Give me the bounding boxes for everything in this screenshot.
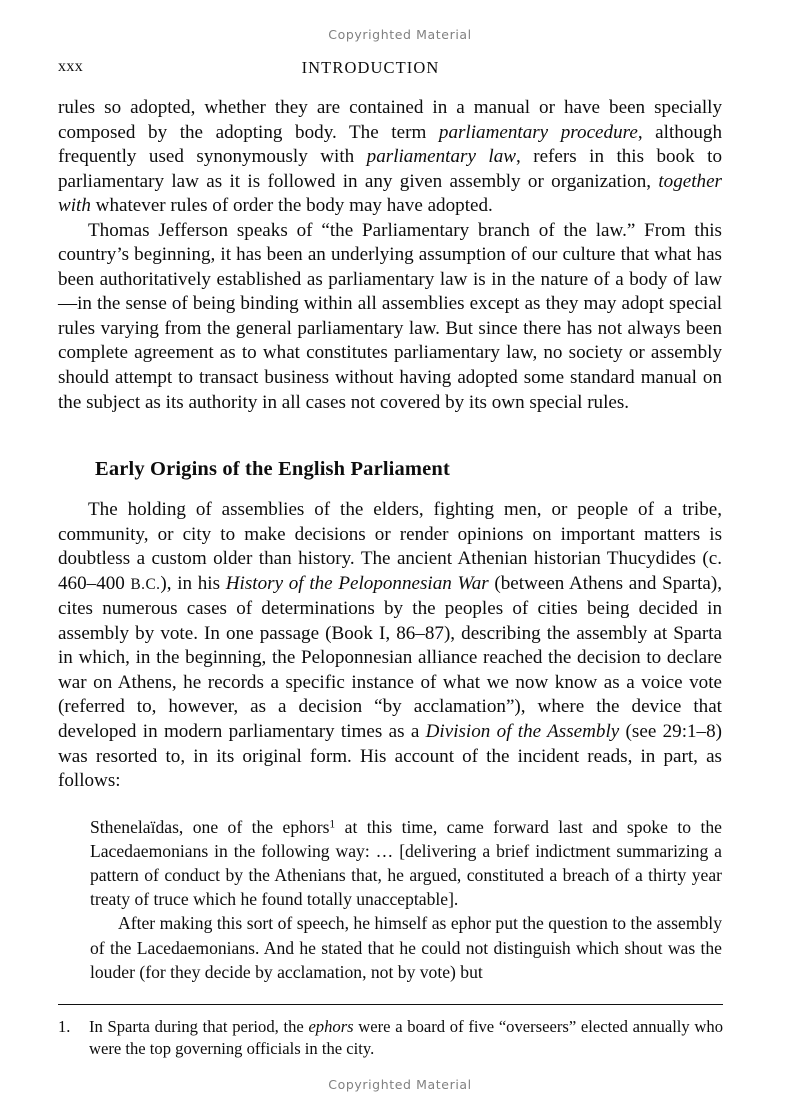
para1-seg2: , although frequently used synonymously with	[58, 121, 723, 168]
page-number: xxx	[58, 58, 84, 75]
copyrighted-material-watermark-bottom: Copyrighted Material	[328, 1077, 472, 1092]
block-quote-thucydides	[58, 815, 722, 984]
extract1-seg1: Sthenelaïdas, one of the ephors	[90, 816, 330, 837]
footnote-1	[58, 1016, 723, 1059]
copyrighted-material-watermark-top: Copyrighted Material	[328, 27, 472, 42]
footnote-seg2: were a board of five “overseers” elected annually who were the top governing officials in the city.	[89, 1017, 723, 1058]
para3-seg1: The holding of assemblies of the elders, fighting men, or people of a tribe, community, or city to make decisions or render opinions on important matters is doubtless a custom older than history. The ancient Athenian historian Thucydides (c. 460–400	[58, 499, 722, 594]
para1-seg3: , refers in this book to parliamentary law as it is followed in any given assembly or organization,	[58, 146, 723, 192]
para1-italic-parliamentary-law: parliamentary law	[366, 146, 516, 168]
para1-italic-together-with: together with	[58, 170, 722, 217]
footnote-separator-rule	[58, 1004, 723, 1005]
spacer-before-extract	[58, 794, 722, 815]
extract-paragraph-after-making: After making this sort of speech, he himself as ephor put the question to the assembly of the Lacedaemonians. And he stated that he could not distinguish which shout was the louder (for they decide by acclamation, not by vote) but	[90, 913, 722, 982]
para1-seg1: rules so adopted, whether they are contained in a manual or have been specially composed by the adopting body. The term	[58, 97, 722, 143]
spacer-after-heading	[58, 482, 722, 498]
footnote-number: 1.	[58, 1017, 71, 1036]
paragraph-thomas-jefferson: Thomas Jefferson speaks of “the Parliamentary branch of the law.” From this country’s beginning, it has been an underlying assumption of our culture that what has been authoritatively established as parliamentary law is in the nature of a body of law—in the sense of being binding within all assemblies except as they may adopt special rules varying from the general parliamentary law. But since there has not always been complete agreement as to what constitutes parliamentary law, no society or assembly should attempt to transact business without having adopted some standard manual on the subject as its authority in all cases not covered by its own special rules.	[58, 219, 722, 413]
paragraph-rules-so-adopted	[58, 96, 722, 219]
footnote-seg1: In Sparta during that period, the	[89, 1017, 309, 1036]
para1-italic-parliamentary-procedure: parliamentary procedure	[438, 121, 638, 143]
footnote-italic-ephors: ephors	[308, 1017, 354, 1036]
section-heading-early-origins: Early Origins of the English Parliament	[95, 458, 450, 481]
paragraph-holding-of-assemblies	[58, 498, 722, 794]
para3-italic-division-of-the-assembly: Division of the Assembly	[425, 721, 620, 743]
spacer-before-heading	[58, 415, 722, 456]
para3-seg2: ), in his	[160, 572, 226, 594]
footnote-reference-marker[interactable]: 1	[329, 817, 336, 831]
para1-seg4: whatever rules of order the body may have adopted.	[90, 195, 493, 217]
para3-seg4: (see 29:1–8) was resorted to, in its original form. His account of the incident reads, in part, as follows:	[58, 721, 723, 792]
running-head-title: INTRODUCTION	[301, 58, 440, 77]
footnote-area	[58, 1004, 723, 1059]
text-column	[58, 96, 722, 984]
running-head	[58, 58, 722, 80]
extract1-seg2: at this time, came forward last and spoke to the Lacedaemonians in the following way: … [delivering a brief indictment summarizing a pattern of conduct by the Athenians that, he argued, constituted a breach of a thirty year treaty of truce which he found totally unacceptable].	[90, 816, 722, 910]
para3-smallcaps-bc: B.C.	[130, 575, 161, 593]
para3-seg3: (between Athens and Sparta), cites numerous cases of determinations by the peoples of cities being decided in assembly by vote. In one passage (Book I, 86–87), describing the assembly at Sparta in which, in the beginning, the Peloponnesian alliance reached the decision to declare war on Athens, he records a specific instance of what we now know as a voice vote (referred to, however, as a decision “by acclamation”), where the device that developed in modern parliamentary times as a	[58, 572, 722, 743]
para3-italic-history-peloponnesian-war: History of the Peloponnesian War	[225, 572, 489, 594]
extract-paragraph-sthenelaidas	[90, 815, 722, 912]
